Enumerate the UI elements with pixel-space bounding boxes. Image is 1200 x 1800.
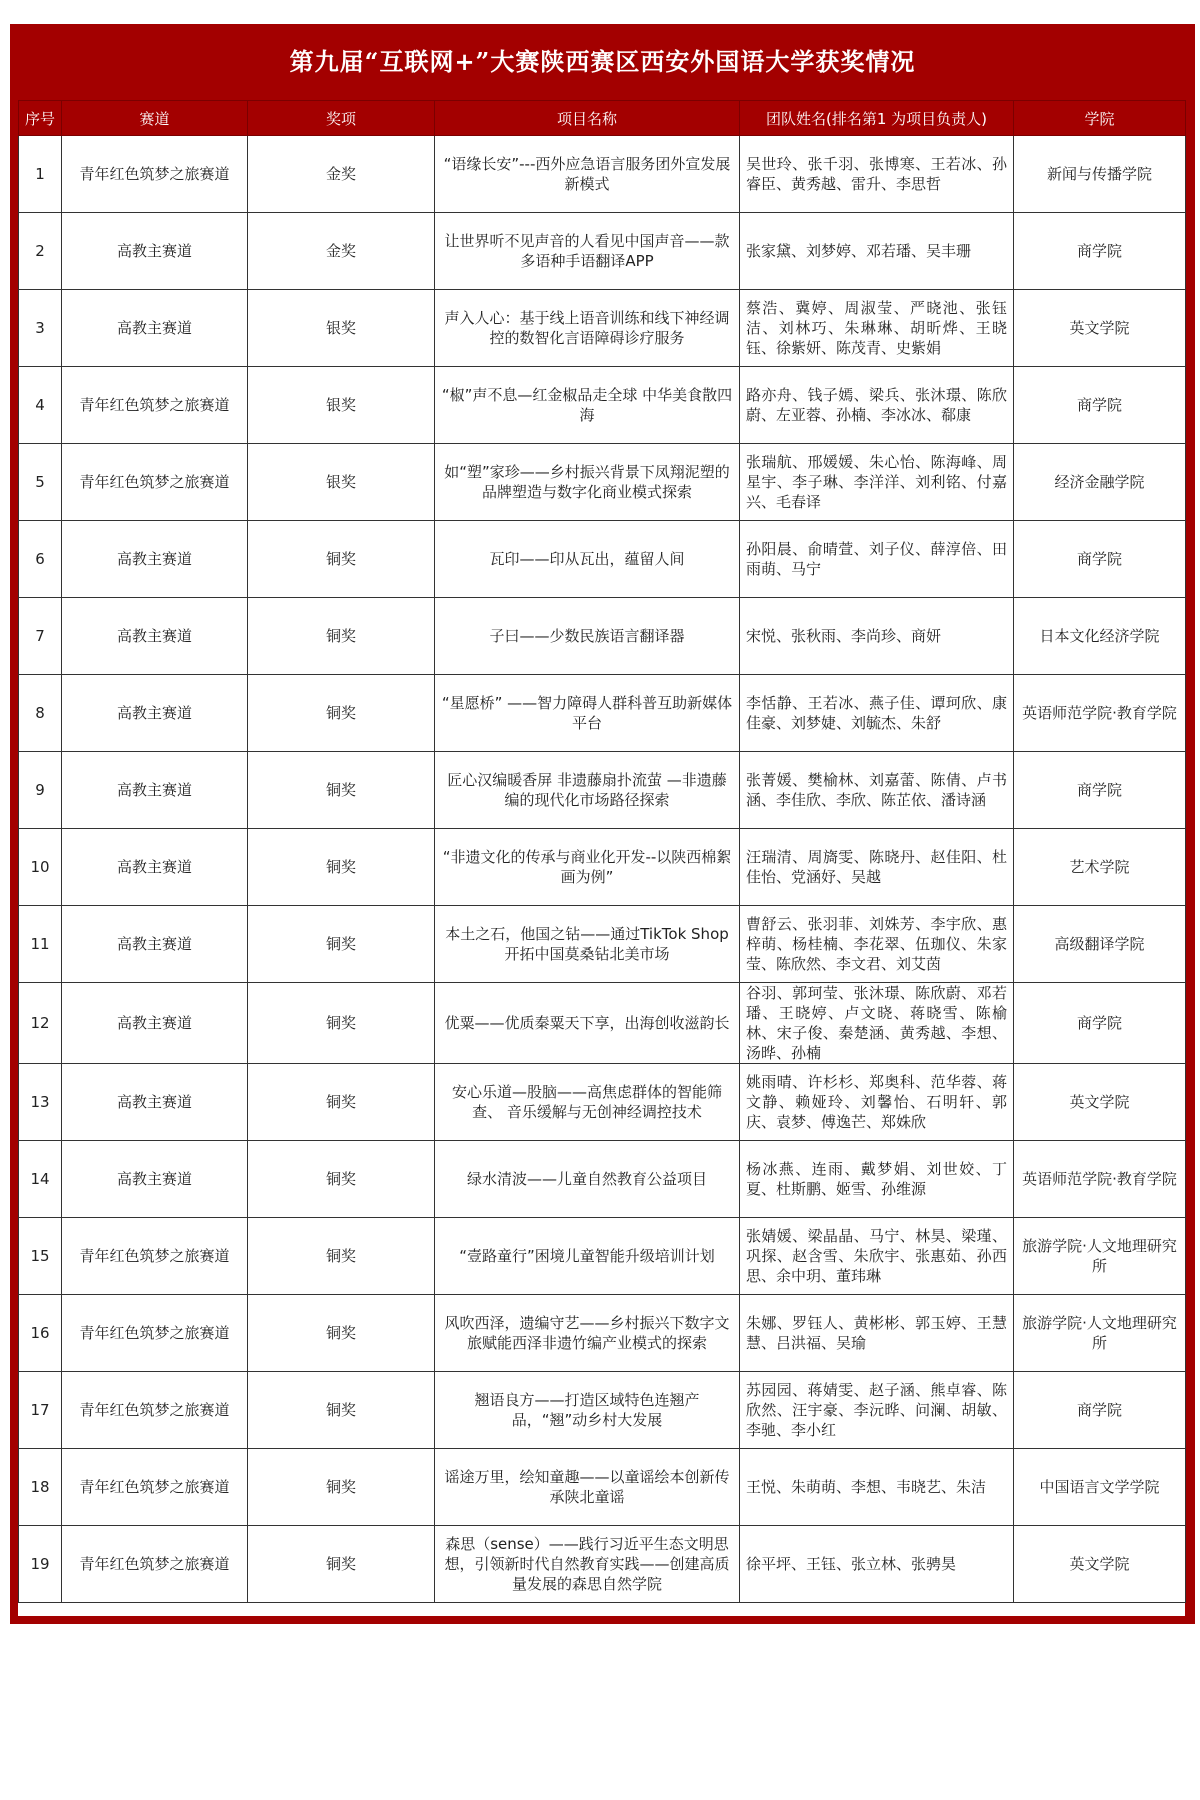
cell-award: 铜奖 (248, 1064, 435, 1141)
cell-serial: 14 (19, 1141, 62, 1218)
cell-members: 路亦舟、钱子嫣、梁兵、张沐璟、陈欣蔚、左亚蓉、孙楠、李冰冰、郗康 (740, 367, 1014, 444)
cell-project: 瓦印——印从瓦出，蕴留人间 (435, 521, 740, 598)
cell-serial: 13 (19, 1064, 62, 1141)
cell-project: 绿水清波——儿童自然教育公益项目 (435, 1141, 740, 1218)
cell-track: 高教主赛道 (62, 983, 248, 1064)
cell-serial: 9 (19, 752, 62, 829)
table-row (19, 829, 1186, 906)
cell-track: 高教主赛道 (62, 598, 248, 675)
cell-serial: 1 (19, 136, 62, 213)
header-track: 赛道 (62, 101, 248, 136)
cell-track: 高教主赛道 (62, 829, 248, 906)
cell-track: 青年红色筑梦之旅赛道 (62, 1218, 248, 1295)
cell-members: 吴世玲、张千羽、张博寒、王若冰、孙睿臣、黄秀越、雷升、李思哲 (740, 136, 1014, 213)
cell-members: 曹舒云、张羽菲、刘姝芳、李宇欣、惠梓萌、杨桂楠、李花翠、伍珈仪、朱家莹、陈欣然、李文君、刘艾茵 (740, 906, 1014, 983)
cell-serial: 7 (19, 598, 62, 675)
award-table (18, 100, 1186, 1603)
cell-award: 铜奖 (248, 1372, 435, 1449)
cell-members: 李恬静、王若冰、燕子佳、谭珂欣、康佳豪、刘梦婕、刘毓杰、朱舒 (740, 675, 1014, 752)
cell-project: “壹路童行”困境儿童智能升级培训计划 (435, 1218, 740, 1295)
table-row (19, 1449, 1186, 1526)
table-row (19, 675, 1186, 752)
cell-project: 优粟——优质秦粟天下享，出海创收滋韵长 (435, 983, 740, 1064)
cell-members: 杨冰燕、连雨、戴梦娟、刘世姣、丁夏、杜斯鹏、姬雪、孙维源 (740, 1141, 1014, 1218)
cell-track: 高教主赛道 (62, 675, 248, 752)
cell-members: 孙阳晨、俞晴萱、刘子仪、薛淳倍、田雨萌、马宁 (740, 521, 1014, 598)
header-project: 项目名称 (435, 101, 740, 136)
cell-college: 旅游学院·人文地理研究所 (1014, 1218, 1186, 1295)
cell-project: 声入人心：基于线上语音训练和线下神经调控的数智化言语障碍诊疗服务 (435, 290, 740, 367)
cell-award: 铜奖 (248, 983, 435, 1064)
cell-college: 商学院 (1014, 213, 1186, 290)
cell-serial: 6 (19, 521, 62, 598)
table-body (19, 136, 1186, 1603)
cell-award: 铜奖 (248, 1449, 435, 1526)
table-row (19, 1064, 1186, 1141)
cell-track: 青年红色筑梦之旅赛道 (62, 1295, 248, 1372)
cell-award: 银奖 (248, 290, 435, 367)
table-row (19, 1372, 1186, 1449)
table-row (19, 213, 1186, 290)
cell-project: “非遗文化的传承与商业化开发--以陕西棉絮画为例” (435, 829, 740, 906)
header-members: 团队姓名(排名第1 为项目负责人) (740, 101, 1014, 136)
cell-members: 张菁媛、樊榆林、刘嘉蕾、陈倩、卢书涵、李佳欣、李欣、陈芷依、潘诗涵 (740, 752, 1014, 829)
table-row (19, 752, 1186, 829)
cell-serial: 3 (19, 290, 62, 367)
cell-project: 风吹西泽，遗编守艺——乡村振兴下数字文旅赋能西泽非遗竹编产业模式的探索 (435, 1295, 740, 1372)
page-title: 第九届“互联网+”大赛陕西赛区西安外国语大学获奖情况 (289, 47, 916, 76)
cell-project: “椒”声不息—红金椒品走全球 中华美食散四海 (435, 367, 740, 444)
cell-college: 商学院 (1014, 521, 1186, 598)
cell-serial: 17 (19, 1372, 62, 1449)
cell-serial: 15 (19, 1218, 62, 1295)
cell-award: 铜奖 (248, 1218, 435, 1295)
cell-project: 谣途万里，绘知童趣——以童谣绘本创新传承陕北童谣 (435, 1449, 740, 1526)
table-header-row (19, 101, 1186, 136)
cell-project: “语缘长安”---西外应急语言服务团外宣发展新模式 (435, 136, 740, 213)
cell-project: 匠心汉编暖香屏 非遗藤扇扑流萤 —非遗藤编的现代化市场路径探索 (435, 752, 740, 829)
cell-college: 商学院 (1014, 752, 1186, 829)
cell-college: 商学院 (1014, 367, 1186, 444)
table-row (19, 290, 1186, 367)
cell-members: 谷羽、郭珂莹、张沐璟、陈欣蔚、邓若璠、王晓婷、卢文晓、蒋晓雪、陈榆林、宋子俊、秦楚涵、黄秀越、李想、汤晔、孙楠 (740, 983, 1014, 1064)
cell-serial: 12 (19, 983, 62, 1064)
cell-members: 汪瑞清、周旖雯、陈晓丹、赵佳阳、杜佳怡、党涵妤、吴越 (740, 829, 1014, 906)
table-row (19, 906, 1186, 983)
header-award: 奖项 (248, 101, 435, 136)
cell-project: 安心乐道—股脑——高焦虑群体的智能筛查、 音乐缓解与无创神经调控技术 (435, 1064, 740, 1141)
cell-members: 王悦、朱萌萌、李想、韦晓艺、朱洁 (740, 1449, 1014, 1526)
cell-members: 徐平坪、王钰、张立林、张骋昊 (740, 1526, 1014, 1603)
cell-project: “星愿桥” ——智力障碍人群科普互助新媒体平台 (435, 675, 740, 752)
cell-award: 铜奖 (248, 906, 435, 983)
cell-serial: 19 (19, 1526, 62, 1603)
cell-members: 朱娜、罗钰人、黄彬彬、郭玉婷、王慧慧、吕洪福、吴瑜 (740, 1295, 1014, 1372)
cell-project: 翘语良方——打造区域特色连翘产品，“翘”动乡村大发展 (435, 1372, 740, 1449)
table-row (19, 521, 1186, 598)
cell-track: 高教主赛道 (62, 290, 248, 367)
cell-members: 蔡浩、冀婷、周淑莹、严晓池、张钰洁、刘林巧、朱琳琳、胡昕烨、王晓钰、徐紫妍、陈茂青、史紫娟 (740, 290, 1014, 367)
cell-project: 森思（sense）——践行习近平生态文明思想，引领新时代自然教育实践——创建高质量发展的森思自然学院 (435, 1526, 740, 1603)
cell-college: 英文学院 (1014, 290, 1186, 367)
cell-award: 铜奖 (248, 829, 435, 906)
cell-project: 本土之石，他国之钻——通过TikTok Shop开拓中国莫桑钻北美市场 (435, 906, 740, 983)
cell-track: 青年红色筑梦之旅赛道 (62, 1372, 248, 1449)
cell-college: 英语师范学院·教育学院 (1014, 675, 1186, 752)
cell-college: 商学院 (1014, 1372, 1186, 1449)
cell-college: 旅游学院·人文地理研究所 (1014, 1295, 1186, 1372)
cell-award: 铜奖 (248, 1141, 435, 1218)
cell-award: 铜奖 (248, 1526, 435, 1603)
cell-project: 子曰——少数民族语言翻译器 (435, 598, 740, 675)
cell-track: 青年红色筑梦之旅赛道 (62, 1449, 248, 1526)
cell-track: 高教主赛道 (62, 213, 248, 290)
cell-members: 苏园园、蒋婧雯、赵子涵、熊卓睿、陈欣然、汪宇豪、李沅晔、问澜、胡敏、李驰、李小红 (740, 1372, 1014, 1449)
cell-track: 高教主赛道 (62, 906, 248, 983)
cell-award: 铜奖 (248, 521, 435, 598)
cell-members: 张家黛、刘梦婷、邓若璠、吴丰珊 (740, 213, 1014, 290)
cell-serial: 10 (19, 829, 62, 906)
table-row (19, 1526, 1186, 1603)
table-row (19, 1141, 1186, 1218)
cell-serial: 5 (19, 444, 62, 521)
cell-members: 宋悦、张秋雨、李尚珍、商妍 (740, 598, 1014, 675)
cell-project: 如“塑”家珍——乡村振兴背景下凤翔泥塑的品牌塑造与数字化商业模式探索 (435, 444, 740, 521)
table-row (19, 367, 1186, 444)
cell-serial: 4 (19, 367, 62, 444)
cell-track: 青年红色筑梦之旅赛道 (62, 136, 248, 213)
header-college: 学院 (1014, 101, 1186, 136)
award-sheet-frame (10, 24, 1195, 1624)
cell-award: 金奖 (248, 213, 435, 290)
cell-serial: 2 (19, 213, 62, 290)
cell-college: 经济金融学院 (1014, 444, 1186, 521)
table-row (19, 983, 1186, 1064)
cell-serial: 18 (19, 1449, 62, 1526)
table-row (19, 1295, 1186, 1372)
cell-award: 铜奖 (248, 1295, 435, 1372)
cell-college: 中国语言文学学院 (1014, 1449, 1186, 1526)
cell-track: 高教主赛道 (62, 1064, 248, 1141)
cell-project: 让世界听不见声音的人看见中国声音——款多语种手语翻译APP (435, 213, 740, 290)
header-serial: 序号 (19, 101, 62, 136)
cell-college: 英文学院 (1014, 1526, 1186, 1603)
cell-college: 日本文化经济学院 (1014, 598, 1186, 675)
cell-serial: 11 (19, 906, 62, 983)
cell-members: 姚雨晴、许杉杉、郑奥科、范华蓉、蒋文静、赖娅玲、刘馨怡、石明轩、郭庆、袁梦、傅逸芒、郑姝欣 (740, 1064, 1014, 1141)
table-row (19, 136, 1186, 213)
table-row (19, 598, 1186, 675)
cell-track: 高教主赛道 (62, 752, 248, 829)
cell-track: 高教主赛道 (62, 1141, 248, 1218)
cell-track: 青年红色筑梦之旅赛道 (62, 1526, 248, 1603)
cell-college: 商学院 (1014, 983, 1186, 1064)
cell-award: 银奖 (248, 444, 435, 521)
cell-college: 英文学院 (1014, 1064, 1186, 1141)
cell-members: 张瑞航、邢媛媛、朱心怡、陈海峰、周星宇、李子琳、李洋洋、刘利铭、付嘉兴、毛春译 (740, 444, 1014, 521)
cell-award: 金奖 (248, 136, 435, 213)
cell-serial: 16 (19, 1295, 62, 1372)
cell-college: 高级翻译学院 (1014, 906, 1186, 983)
cell-track: 高教主赛道 (62, 521, 248, 598)
award-table-container (18, 100, 1185, 1616)
cell-track: 青年红色筑梦之旅赛道 (62, 444, 248, 521)
cell-college: 英语师范学院·教育学院 (1014, 1141, 1186, 1218)
cell-award: 铜奖 (248, 752, 435, 829)
cell-award: 铜奖 (248, 675, 435, 752)
cell-award: 铜奖 (248, 598, 435, 675)
cell-award: 银奖 (248, 367, 435, 444)
table-row (19, 1218, 1186, 1295)
table-row (19, 444, 1186, 521)
cell-members: 张婧媛、梁晶晶、马宁、林昊、梁瑾、巩探、赵含雪、朱欣宇、张惠茹、孙西思、余中玥、董玮琳 (740, 1218, 1014, 1295)
cell-serial: 8 (19, 675, 62, 752)
cell-track: 青年红色筑梦之旅赛道 (62, 367, 248, 444)
cell-college: 新闻与传播学院 (1014, 136, 1186, 213)
cell-college: 艺术学院 (1014, 829, 1186, 906)
